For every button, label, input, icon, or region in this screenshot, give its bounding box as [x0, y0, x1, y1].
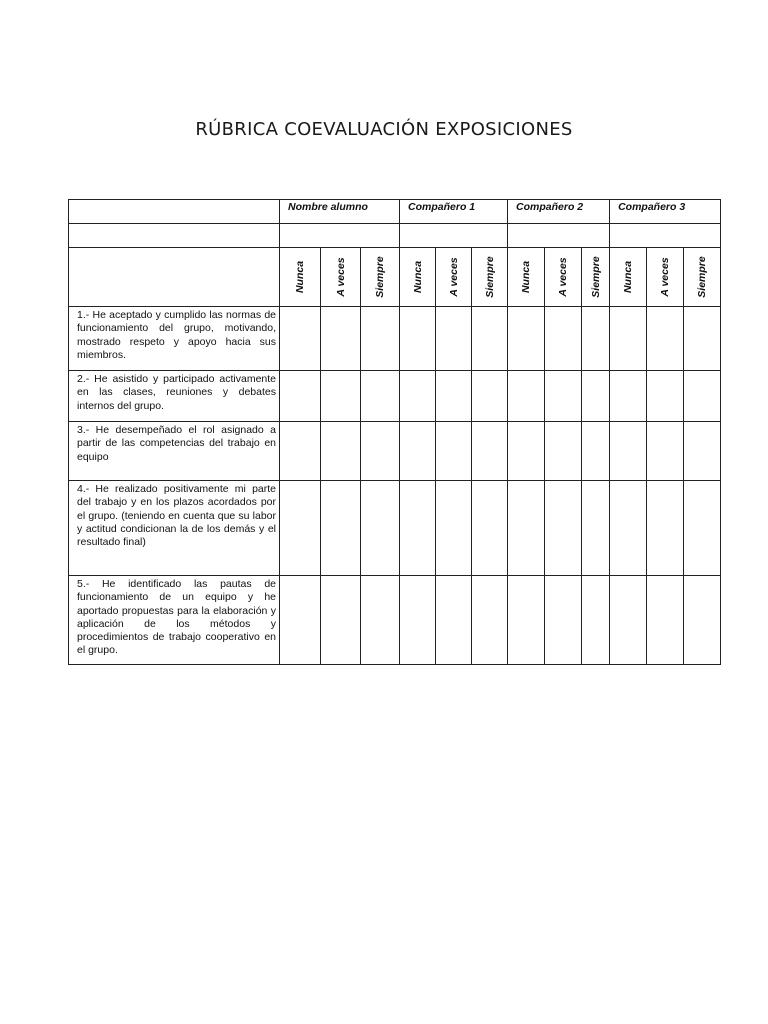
rating-cell[interactable] — [610, 371, 647, 422]
name-entry-cell[interactable] — [280, 224, 400, 248]
rating-cell[interactable] — [321, 481, 361, 576]
rating-cell[interactable] — [647, 371, 684, 422]
scale-label: Nunca — [411, 260, 424, 294]
scale-label: Siempre — [483, 256, 496, 298]
scale-cell — [508, 248, 545, 307]
scale-label: Nunca — [294, 260, 306, 294]
rubric-table — [68, 199, 721, 665]
rating-cell[interactable] — [684, 481, 721, 576]
rating-cell[interactable] — [472, 371, 508, 422]
scale-label: Siempre — [374, 256, 386, 298]
scale-cell — [280, 248, 321, 307]
name-entry-row — [69, 224, 721, 248]
rating-cell[interactable] — [436, 481, 472, 576]
rating-cell[interactable] — [361, 576, 400, 665]
rating-cell[interactable] — [361, 422, 400, 481]
criterion-row — [69, 481, 721, 576]
rating-cell[interactable] — [610, 307, 647, 371]
criterion-row — [69, 576, 721, 665]
scale-label: A veces — [557, 257, 570, 297]
rating-cell[interactable] — [321, 576, 361, 665]
rating-cell[interactable] — [508, 576, 545, 665]
scale-label: Siempre — [696, 256, 709, 298]
rating-cell[interactable] — [647, 576, 684, 665]
scale-cell — [472, 248, 508, 307]
rating-cell[interactable] — [400, 481, 436, 576]
group-header-peer-3: Compañero 3 — [610, 200, 721, 224]
scale-cell — [684, 248, 721, 307]
rating-cell[interactable] — [684, 576, 721, 665]
rating-cell[interactable] — [684, 371, 721, 422]
criterion-text: 2.- He asistido y participado activamente en las clases, reuniones y debates internos del grupo. — [69, 371, 280, 422]
rating-cell[interactable] — [436, 576, 472, 665]
rating-cell[interactable] — [361, 481, 400, 576]
group-header-student: Nombre alumno — [280, 200, 400, 224]
rating-cell[interactable] — [280, 307, 321, 371]
rating-cell[interactable] — [545, 307, 582, 371]
rating-cell[interactable] — [582, 576, 610, 665]
rating-cell[interactable] — [400, 371, 436, 422]
scale-cell — [436, 248, 472, 307]
criterion-text: 1.- He aceptado y cumplido las normas de funcionamiento del grupo, motivando, mostrado respeto y apoyo hacia sus miembros. — [69, 307, 280, 371]
rating-cell[interactable] — [436, 371, 472, 422]
criterion-text: 4.- He realizado positivamente mi parte del trabajo y en los plazos acordados por el grupo. (teniendo en cuenta que su labor y actitud condicionan la de los demás y el resultado final) — [69, 481, 280, 576]
rating-cell[interactable] — [545, 481, 582, 576]
scale-label: Nunca — [520, 260, 533, 294]
rating-cell[interactable] — [508, 307, 545, 371]
rating-cell[interactable] — [400, 422, 436, 481]
rating-cell[interactable] — [582, 371, 610, 422]
rating-cell[interactable] — [610, 481, 647, 576]
rating-cell[interactable] — [582, 307, 610, 371]
rating-cell[interactable] — [647, 422, 684, 481]
scale-label: A veces — [447, 257, 460, 297]
rating-cell[interactable] — [545, 422, 582, 481]
rating-cell[interactable] — [545, 576, 582, 665]
rating-cell[interactable] — [610, 422, 647, 481]
rating-cell[interactable] — [361, 371, 400, 422]
scale-cell — [400, 248, 436, 307]
scale-cell — [610, 248, 647, 307]
rating-cell[interactable] — [280, 481, 321, 576]
group-header-peer-2: Compañero 2 — [508, 200, 610, 224]
scale-cell — [321, 248, 361, 307]
name-entry-cell[interactable] — [400, 224, 508, 248]
criterion-row — [69, 307, 721, 371]
rating-cell[interactable] — [472, 307, 508, 371]
rating-cell[interactable] — [361, 307, 400, 371]
rating-cell[interactable] — [400, 307, 436, 371]
rating-cell[interactable] — [647, 307, 684, 371]
rating-cell[interactable] — [647, 481, 684, 576]
scale-cell — [545, 248, 582, 307]
rating-cell[interactable] — [321, 371, 361, 422]
rating-cell[interactable] — [508, 371, 545, 422]
rating-cell[interactable] — [280, 371, 321, 422]
rating-cell[interactable] — [472, 576, 508, 665]
document-title: RÚBRICA COEVALUACIÓN EXPOSICIONES — [195, 119, 573, 140]
criterion-text: 5.- He identificado las pautas de funcionamiento de un equipo y he aportado propuestas para la elaboración y aplicación de los métodos y procedimientos de trabajo cooperativo en el grupo. — [69, 576, 280, 665]
rating-cell[interactable] — [280, 422, 321, 481]
header-empty-cell — [69, 200, 280, 224]
scale-label: A veces — [334, 257, 347, 297]
rating-cell[interactable] — [280, 576, 321, 665]
rating-cell[interactable] — [400, 576, 436, 665]
scale-label: Siempre — [589, 256, 602, 298]
criterion-text: 3.- He desempeñado el rol asignado a partir de las competencias del trabajo en equipo — [69, 422, 280, 481]
scale-label: A veces — [659, 257, 672, 297]
group-header-peer-1: Compañero 1 — [400, 200, 508, 224]
rating-cell[interactable] — [582, 422, 610, 481]
criterion-row — [69, 371, 721, 422]
name-entry-label-cell — [69, 224, 280, 248]
rating-cell[interactable] — [508, 422, 545, 481]
rating-cell[interactable] — [321, 422, 361, 481]
rating-cell[interactable] — [684, 422, 721, 481]
criterion-row — [69, 422, 721, 481]
rating-cell[interactable] — [508, 481, 545, 576]
rating-cell[interactable] — [684, 307, 721, 371]
header-row-groups — [69, 200, 721, 224]
scale-cell — [361, 248, 400, 307]
rating-cell[interactable] — [545, 371, 582, 422]
rating-cell[interactable] — [436, 422, 472, 481]
rating-cell[interactable] — [582, 481, 610, 576]
name-entry-cell[interactable] — [610, 224, 721, 248]
scale-cell — [582, 248, 610, 307]
name-entry-cell[interactable] — [508, 224, 610, 248]
scale-cell — [647, 248, 684, 307]
scale-empty-cell — [69, 248, 280, 307]
rating-cell[interactable] — [321, 307, 361, 371]
scale-header-row — [69, 248, 721, 307]
scale-label: Nunca — [622, 260, 635, 294]
rating-cell[interactable] — [472, 422, 508, 481]
rating-cell[interactable] — [610, 576, 647, 665]
rating-cell[interactable] — [436, 307, 472, 371]
rating-cell[interactable] — [472, 481, 508, 576]
